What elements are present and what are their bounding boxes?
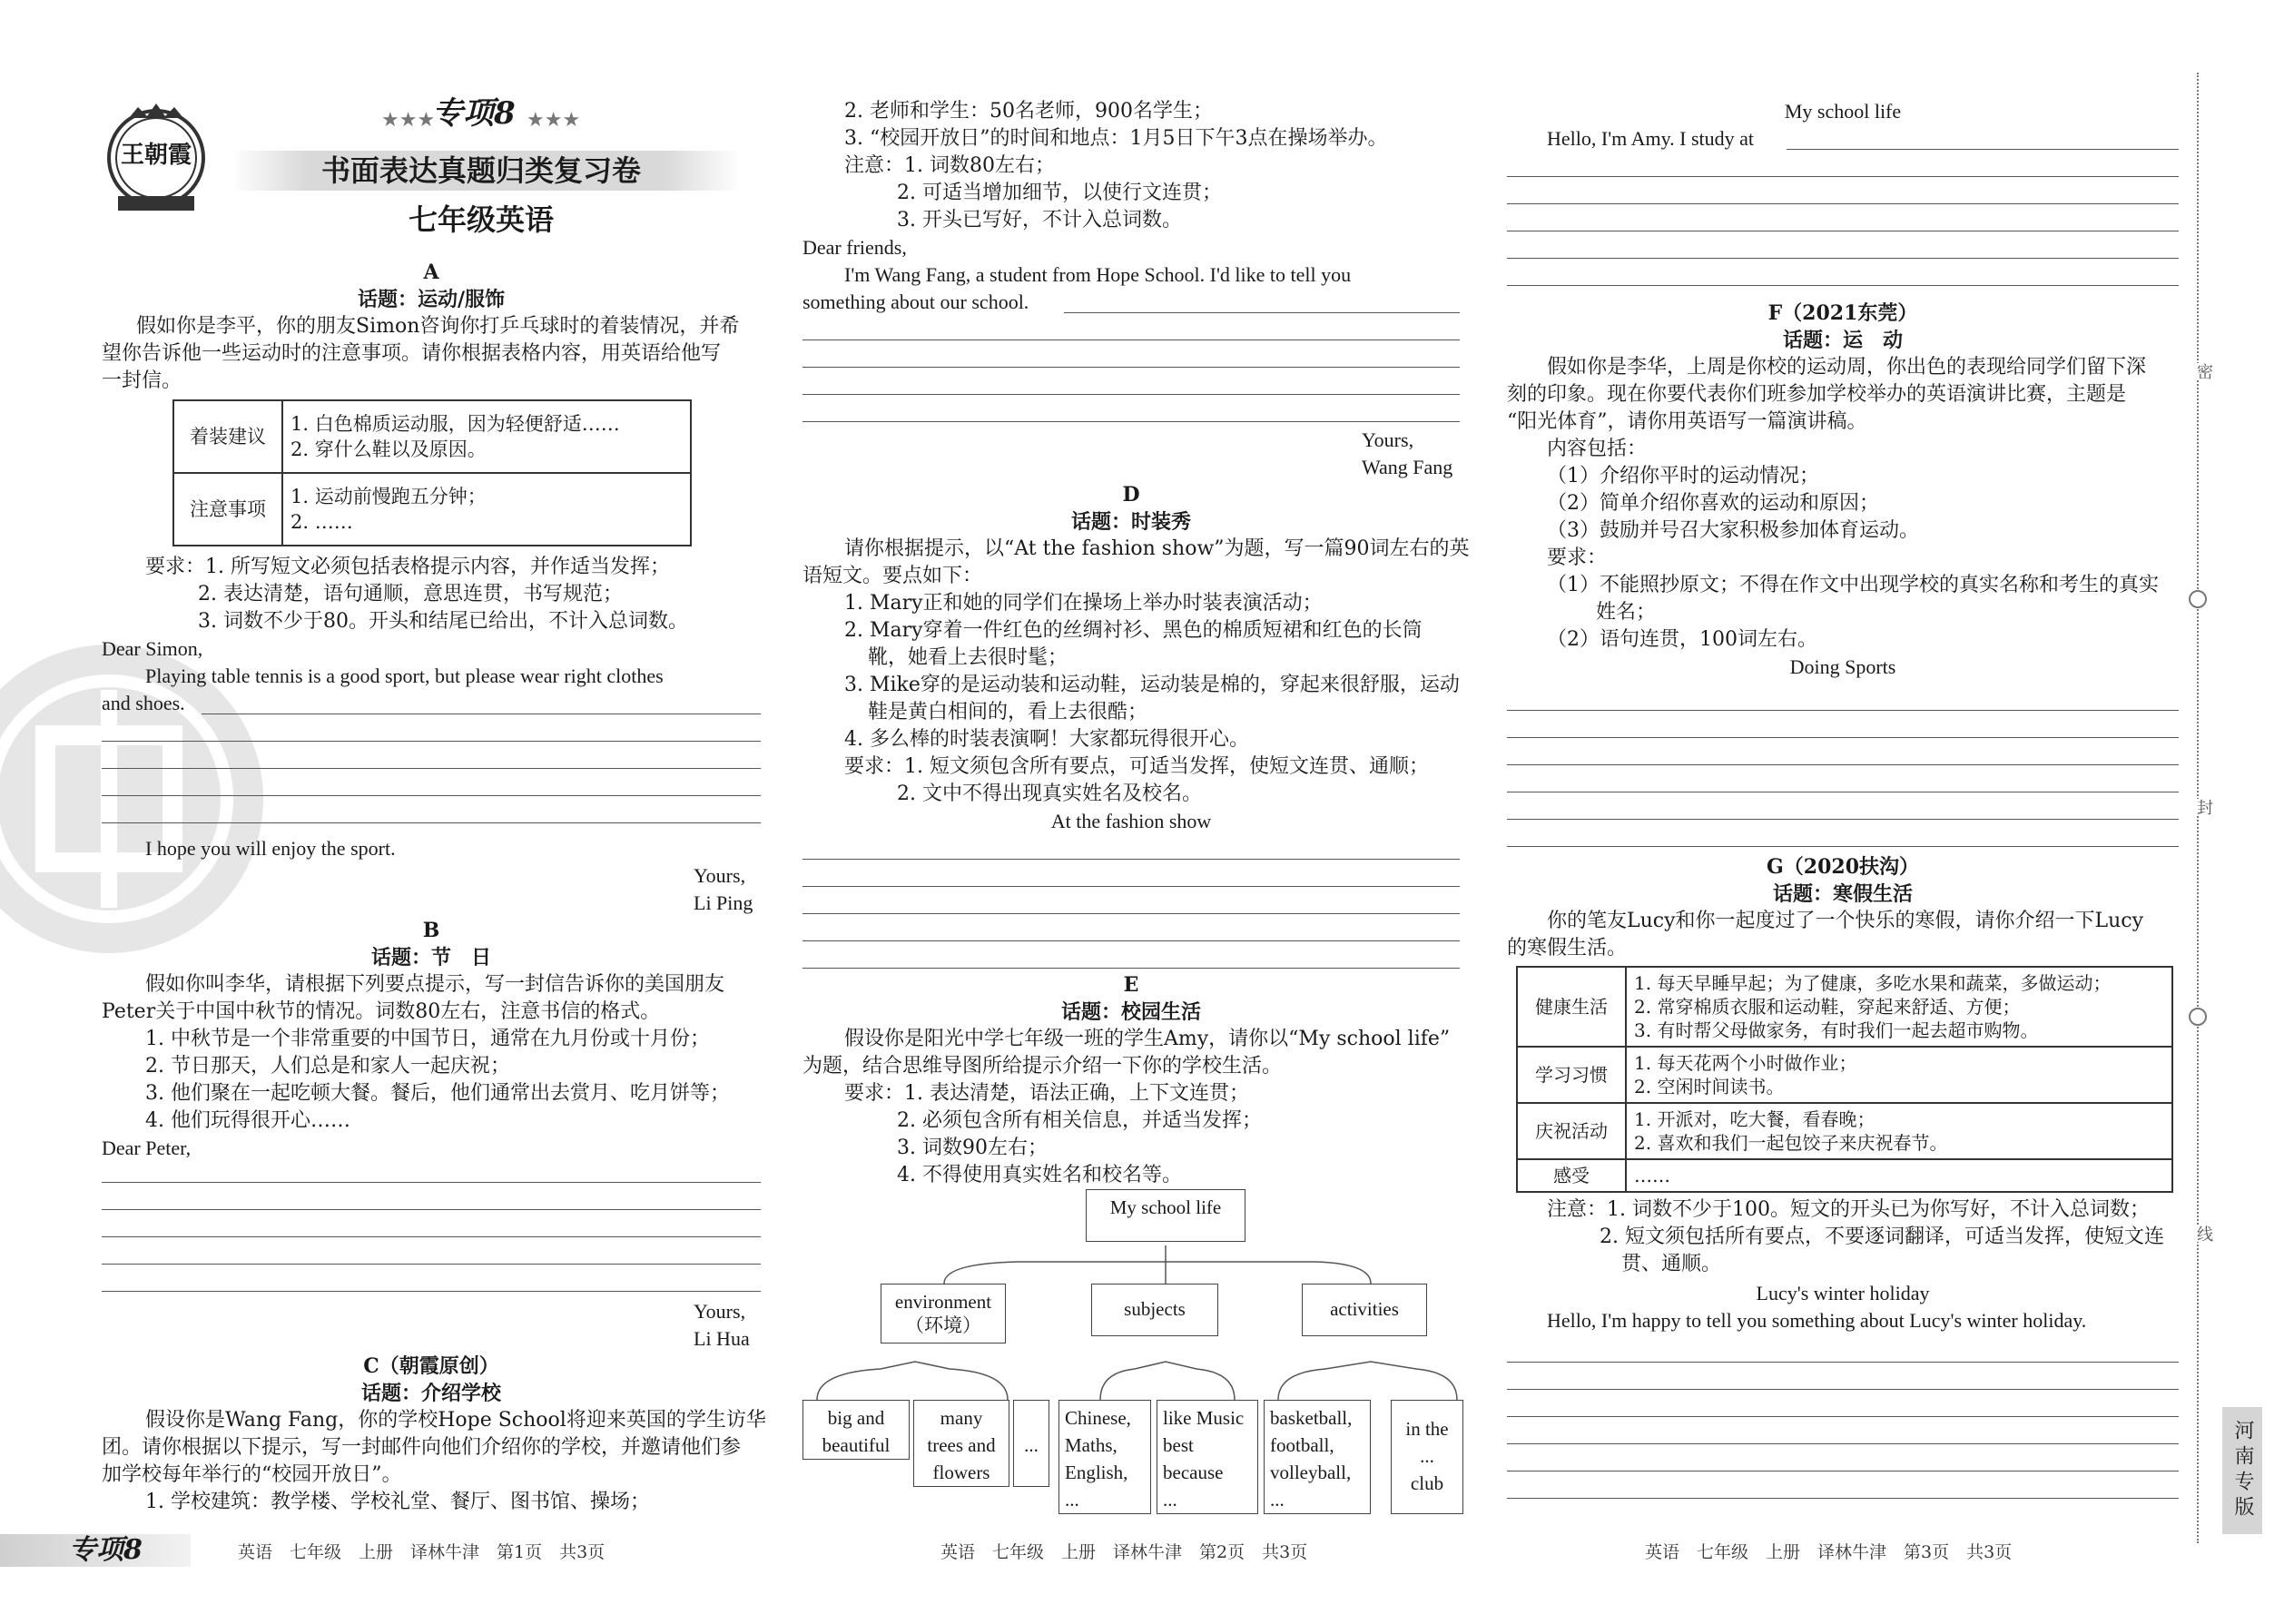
section-c-note-3: 3. 开头已写好，不计入总词数。 (897, 209, 1182, 231)
writing-line (1507, 285, 2179, 286)
section-g-note-2: 2. 短文须包括所有要点，不要逐词翻译，可适当发挥，使短文连 (1600, 1225, 2164, 1248)
section-c-opening-1: I'm Wang Fang, a student from Hope School. I'd like to tell you (844, 263, 1352, 286)
writing-line (1507, 176, 2179, 177)
writing-line (102, 741, 761, 742)
section-f-essay-title: Doing Sports (1789, 655, 1896, 678)
cell-line: 1. 运动前慢跑五分钟； (290, 486, 487, 507)
table-row (1517, 1159, 2172, 1192)
mindmap-environment (881, 1284, 1006, 1343)
section-g-essay-title: Lucy's winter holiday (1756, 1282, 1930, 1304)
table-cell (282, 400, 691, 473)
logo (102, 102, 211, 220)
section-a-intro-1: 假如你是李平，你的朋友Simon咨询你打乒乓球时的着装情况，并希 (136, 315, 740, 338)
section-c-note-1: 注意：1. 词数80左右； (844, 154, 1055, 177)
cell-line: 1. 每天花两个小时做作业； (1634, 1052, 1857, 1074)
section-d-topic: 话题：时装秀 (1070, 510, 1191, 534)
writing-line (102, 768, 761, 769)
mindmap-leaf-line: flowers (932, 1462, 990, 1483)
section-a-topic: 话题：运动/服饰 (357, 288, 506, 311)
table-head: 感受 (1517, 1159, 1626, 1192)
section-d-req-2: 2. 文中不得出现真实姓名及校名。 (897, 782, 1202, 805)
section-e-opening: Hello, I'm Amy. I study at (1547, 127, 1755, 150)
mindmap-leaf-line: ... (1065, 1489, 1079, 1511)
section-f-req-head: 要求： (1547, 546, 1608, 569)
section-c-intro-2: 团。请你根据以下提示，写一封邮件向他们介绍你的学校，并邀请他们参 (102, 1436, 742, 1459)
section-c-note-2: 2. 可适当增加细节，以使行文连贯； (897, 182, 1222, 204)
mindmap-leaf-line: beautiful (822, 1434, 891, 1456)
writing-line (1507, 710, 2179, 711)
cut-mark: 密 (2190, 363, 2217, 379)
table-head: 健康生活 (1517, 967, 1626, 1047)
section-e-topic: 话题：校园生活 (1060, 1000, 1201, 1024)
section-d-intro-1: 请你根据提示，以“At the fashion show”为题，写一篇90词左右的英 (844, 537, 1470, 560)
table-row (173, 473, 691, 546)
table-cell (1626, 1159, 2172, 1192)
mindmap-environment-line: （环境） (905, 1314, 981, 1336)
writing-line (102, 1209, 761, 1210)
section-f-label: F（2021东莞） (1767, 301, 1918, 325)
writing-line (1507, 846, 2179, 847)
section-a-table (172, 399, 692, 546)
section-d-point-2: 2. Mary穿着一件红色的丝绸衬衫、黑色的棉质短裙和红色的长筒 (844, 619, 1423, 642)
writing-line (102, 1236, 761, 1237)
section-c-label: C（朝霞原创） (363, 1354, 499, 1378)
cut-circle (2189, 590, 2207, 608)
cut-mark: 封 (2190, 799, 2217, 815)
cell-line: 2. 喜欢和我们一起包饺子来庆祝春节。 (1634, 1132, 1948, 1154)
cell-line: …… (1634, 1165, 1670, 1186)
mindmap-leaf (802, 1400, 910, 1460)
mindmap-leaf-line: many (940, 1407, 983, 1429)
section-b-sign-2: Li Hua (694, 1327, 750, 1350)
footer-page-2: 英语 七年级 上册 译林牛津 第2页 共3页 (940, 1542, 1308, 1562)
table-head: 庆祝活动 (1517, 1103, 1626, 1159)
section-a-sign-2: Li Ping (694, 891, 753, 914)
mindmap-leaf (913, 1400, 1009, 1487)
section-d-req-1: 要求：1. 短文须包含所有要点，可适当发挥，使短文连贯、通顺； (844, 755, 1429, 778)
section-a-greeting: Dear Simon, (102, 637, 203, 660)
section-c-sign-2: Wang Fang (1362, 456, 1453, 478)
logo-text: 王朝霞 (120, 142, 192, 169)
section-c-topic: 话题：介绍学校 (360, 1382, 501, 1405)
cell-line: 1. 白色棉质运动服，因为轻便舒适…… (290, 413, 620, 435)
writing-line (1787, 149, 2179, 150)
mindmap-leaf: ... (1013, 1400, 1049, 1487)
section-d-point-1: 1. Mary正和她的同学们在操场上举办时装表演活动； (844, 592, 1323, 615)
mindmap-activities: activities (1302, 1284, 1427, 1336)
mindmap-leaf-line: club (1410, 1472, 1444, 1494)
edition-badge: 河南专版 (2222, 1407, 2262, 1534)
writing-line (102, 1182, 761, 1183)
writing-line (102, 822, 761, 823)
section-f-content-1: （1）介绍你平时的运动情况； (1547, 465, 1819, 487)
section-c-point-3: 3. “校园开放日”的时间和地点：1月5日下午3点在操场举办。 (844, 127, 1388, 150)
mindmap-leaf (1058, 1400, 1151, 1514)
section-f-content-3: （3）鼓励并号召大家积极参加体育运动。 (1547, 519, 1919, 542)
section-b-point-1: 1. 中秋节是一个非常重要的中国节日，通常在九月份或十月份； (145, 1028, 710, 1050)
writing-line (102, 1291, 761, 1292)
section-d-label: D (1122, 483, 1140, 507)
writing-line (1507, 1416, 2179, 1417)
header-stars-left: ★★★ (381, 109, 436, 132)
mindmap-leaf-line: because (1163, 1462, 1224, 1483)
mindmap-leaf-line: English, (1065, 1462, 1128, 1483)
section-d-essay-title: At the fashion show (1050, 810, 1212, 832)
table-head: 着装建议 (173, 400, 282, 473)
section-g-label: G（2020扶沟） (1766, 855, 1920, 879)
section-a-intro-2: 望你告诉他一些运动时的注意事项。请你根据表格内容，用英语给他写 (102, 342, 722, 365)
section-a-req-3: 3. 词数不少于80。开头和结尾已给出，不计入总词数。 (198, 610, 688, 633)
section-a-req-2: 2. 表达清楚，语句通顺，意思连贯，书写规范； (198, 583, 623, 605)
table-row (173, 400, 691, 473)
series-title: 专项8 (432, 95, 516, 132)
cell-line: 1. 每天早睡早起；为了健康，多吃水果和蔬菜，多做运动； (1634, 972, 2112, 994)
section-e-req-4: 4. 不得使用真实姓名和校名等。 (897, 1164, 1182, 1186)
section-e-req-2: 2. 必须包含所有相关信息，并适当发挥； (897, 1109, 1262, 1132)
cell-line: 3. 有时帮父母做家务，有时我们一起去超市购物。 (1634, 1019, 2039, 1041)
section-b-point-2: 2. 节日那天，人们总是和家人一起庆祝； (145, 1055, 510, 1078)
mindmap-leaf-line: ... (1270, 1489, 1285, 1511)
table-cell (282, 473, 691, 546)
mindmap-root: My school life (1086, 1189, 1245, 1242)
section-g-topic: 话题：寒假生活 (1772, 882, 1913, 906)
section-b-intro-1: 假如你叫李华，请根据下列要点提示，写一封信告诉你的美国朋友 (145, 973, 725, 996)
mindmap-leaf (1157, 1400, 1258, 1514)
mindmap-leaf-line: Chinese, (1065, 1407, 1131, 1429)
section-c-sign-1: Yours, (1362, 428, 1414, 451)
mindmap-leaf-line: ... (1163, 1489, 1177, 1511)
mindmap-leaf-line: basketball, (1270, 1407, 1353, 1429)
section-f-req-1: （1）不能照抄原文；不得在作文中出现学校的真实名称和考生的真实 (1547, 574, 2159, 596)
section-b-sign-1: Yours, (694, 1300, 746, 1323)
section-f-req-2: （2）语句连贯，100词左右。 (1547, 628, 1817, 651)
page-title: 书面表达真题归类复习卷 (320, 153, 641, 188)
section-d-point-3: 3. Mike穿的是运动装和运动鞋，运动装是棉的，穿起来很舒服，运动 (844, 674, 1460, 696)
mindmap-leaf-line: Maths, (1065, 1434, 1117, 1456)
footer-tag: 专项8 (69, 1534, 143, 1566)
section-a-intro-3: 一封信。 (102, 369, 182, 392)
table-row (1517, 1047, 2172, 1103)
section-e-essay-title: My school life (1784, 100, 1902, 123)
section-c-intro-3: 加学校每年举行的“校园开放日”。 (102, 1463, 402, 1486)
writing-line (1507, 764, 2179, 765)
section-g-note-3: 贯、通顺。 (1621, 1253, 1722, 1275)
section-e-label: E (1123, 973, 1139, 997)
table-cell (1626, 1103, 2172, 1159)
cut-mark: 线 (2190, 1225, 2217, 1242)
writing-line (1507, 819, 2179, 820)
mindmap-leaf-line: ... (1420, 1445, 1434, 1467)
mindmap-leaf (1264, 1400, 1371, 1514)
section-c-intro-1: 假设你是Wang Fang，你的学校Hope School将迎来英国的学生访华 (145, 1409, 766, 1432)
mindmap-leaf-line: volleyball, (1270, 1462, 1352, 1483)
mindmap-leaf-line: big and (827, 1407, 885, 1429)
cell-line: 2. 常穿棉质衣服和运动鞋，穿起来舒适、方便； (1634, 996, 2021, 1018)
header-stars-right: ★★★ (527, 109, 581, 132)
section-e-intro-2: 为题，结合思维导图所给提示介绍一下你的学校生活。 (802, 1055, 1283, 1078)
section-d-point-2b: 靴，她看上去很时髦； (868, 646, 1068, 669)
section-g-note-1: 注意：1. 词数不少于100。短文的开头已为你写好，不计入总词数； (1547, 1198, 2150, 1221)
writing-line (1507, 1498, 2179, 1499)
section-b-label: B (422, 919, 440, 942)
table-head: 注意事项 (173, 473, 282, 546)
page-subtitle: 七年级英语 (408, 202, 554, 237)
section-a-req-1: 要求：1. 所写短文必须包括表格提示内容，并作适当发挥； (145, 556, 670, 578)
section-f-content-2: （2）简单介绍你喜欢的运动和原因； (1547, 492, 1879, 515)
writing-line (102, 795, 761, 796)
section-f-req-1b: 姓名； (1596, 601, 1657, 624)
mindmap-subjects: subjects (1091, 1284, 1218, 1336)
section-e-req-3: 3. 词数90左右； (897, 1137, 1048, 1159)
table-cell (1626, 1047, 2172, 1103)
section-f-intro-3: “阳光体育”，请你用英语写一篇演讲稿。 (1507, 410, 1867, 433)
cell-line: 2. …… (290, 511, 353, 533)
section-f-content-head: 内容包括： (1547, 438, 1648, 460)
section-d-intro-2: 语短文。要点如下： (802, 565, 983, 587)
section-c-point-2: 2. 老师和学生：50名老师，900名学生； (844, 100, 1213, 123)
section-g-table (1516, 966, 2173, 1193)
cut-circle (2189, 1008, 2207, 1026)
writing-line (102, 1264, 761, 1265)
section-b-intro-2: Peter关于中国中秋节的情况。词数80左右，注意书信的格式。 (102, 1000, 661, 1023)
section-c-greeting: Dear friends, (802, 236, 907, 259)
mindmap-environment-line: environment (894, 1291, 992, 1313)
cell-line: 1. 开派对，吃大餐，看春晚； (1634, 1108, 1876, 1130)
table-row (1517, 1103, 2172, 1159)
section-e-intro-1: 假设你是阳光中学七年级一班的学生Amy，请你以“My school life” (844, 1028, 1451, 1050)
section-e-req-1: 要求：1. 表达清楚，语法正确，上下文连贯； (844, 1082, 1249, 1105)
section-f-intro-1: 假如你是李华，上周是你校的运动周，你出色的表现给同学们留下深 (1547, 356, 2147, 379)
cell-line: 2. 空闲时间读书。 (1634, 1076, 1785, 1097)
section-a-opening-2: and shoes. (102, 692, 185, 714)
section-c-point-1: 1. 学校建筑：教学楼、学校礼堂、餐厅、图书馆、操场； (145, 1491, 650, 1513)
section-b-topic: 话题：节 日 (370, 946, 491, 969)
writing-line (1507, 1443, 2179, 1444)
section-a-opening-1: Playing table tennis is a good sport, but please wear right clothes (145, 664, 664, 687)
section-f-topic: 话题：运 动 (1782, 329, 1903, 352)
section-g-intro-1: 你的笔友Lucy和你一起度过了一个快乐的寒假，请你介绍一下Lucy (1547, 910, 2144, 932)
footer-page-1: 英语 七年级 上册 译林牛津 第1页 共3页 (238, 1542, 605, 1562)
section-b-point-3: 3. 他们聚在一起吃顿大餐。餐后，他们通常出去赏月、吃月饼等； (145, 1082, 730, 1105)
section-b-point-4: 4. 他们玩得很开心…… (145, 1109, 350, 1132)
mindmap-leaf-line: in the (1405, 1418, 1449, 1440)
mindmap-leaf-line: best (1163, 1434, 1194, 1456)
section-a-sign-1: Yours, (694, 864, 746, 887)
table-row (1517, 967, 2172, 1047)
section-f-intro-2: 刻的印象。现在你要代表你们班参加学校举办的英语演讲比赛，主题是 (1507, 383, 2127, 406)
section-c-opening-2: something about our school. (802, 290, 1029, 313)
section-a-closing: I hope you will enjoy the sport. (145, 837, 396, 860)
table-cell (1626, 967, 2172, 1047)
section-g-intro-2: 的寒假生活。 (1507, 937, 1628, 960)
table-head: 学习习惯 (1517, 1047, 1626, 1103)
section-b-greeting: Dear Peter, (102, 1137, 192, 1159)
mindmap-leaf-line: trees and (927, 1434, 996, 1456)
section-a-label: A (423, 261, 439, 284)
footer-page-3: 英语 七年级 上册 译林牛津 第3页 共3页 (1645, 1542, 2013, 1562)
mindmap-leaf-line: football, (1270, 1434, 1334, 1456)
cell-line: 2. 穿什么鞋以及原因。 (290, 438, 487, 460)
mindmap-leaf-line: like Music (1163, 1407, 1245, 1429)
writing-line (1507, 203, 2179, 204)
writing-line (1507, 1362, 2179, 1363)
writing-line (1507, 258, 2179, 259)
section-d-point-4: 4. 多么棒的时装表演啊！大家都玩得很开心。 (844, 728, 1249, 751)
section-d-point-3b: 鞋是黄白相间的，看上去很酷； (868, 701, 1148, 723)
section-g-opening: Hello, I'm happy to tell you something about Lucy's winter holiday. (1547, 1309, 2087, 1332)
writing-line (1507, 1389, 2179, 1390)
mindmap-leaf (1391, 1400, 1463, 1514)
writing-line (1507, 737, 2179, 738)
